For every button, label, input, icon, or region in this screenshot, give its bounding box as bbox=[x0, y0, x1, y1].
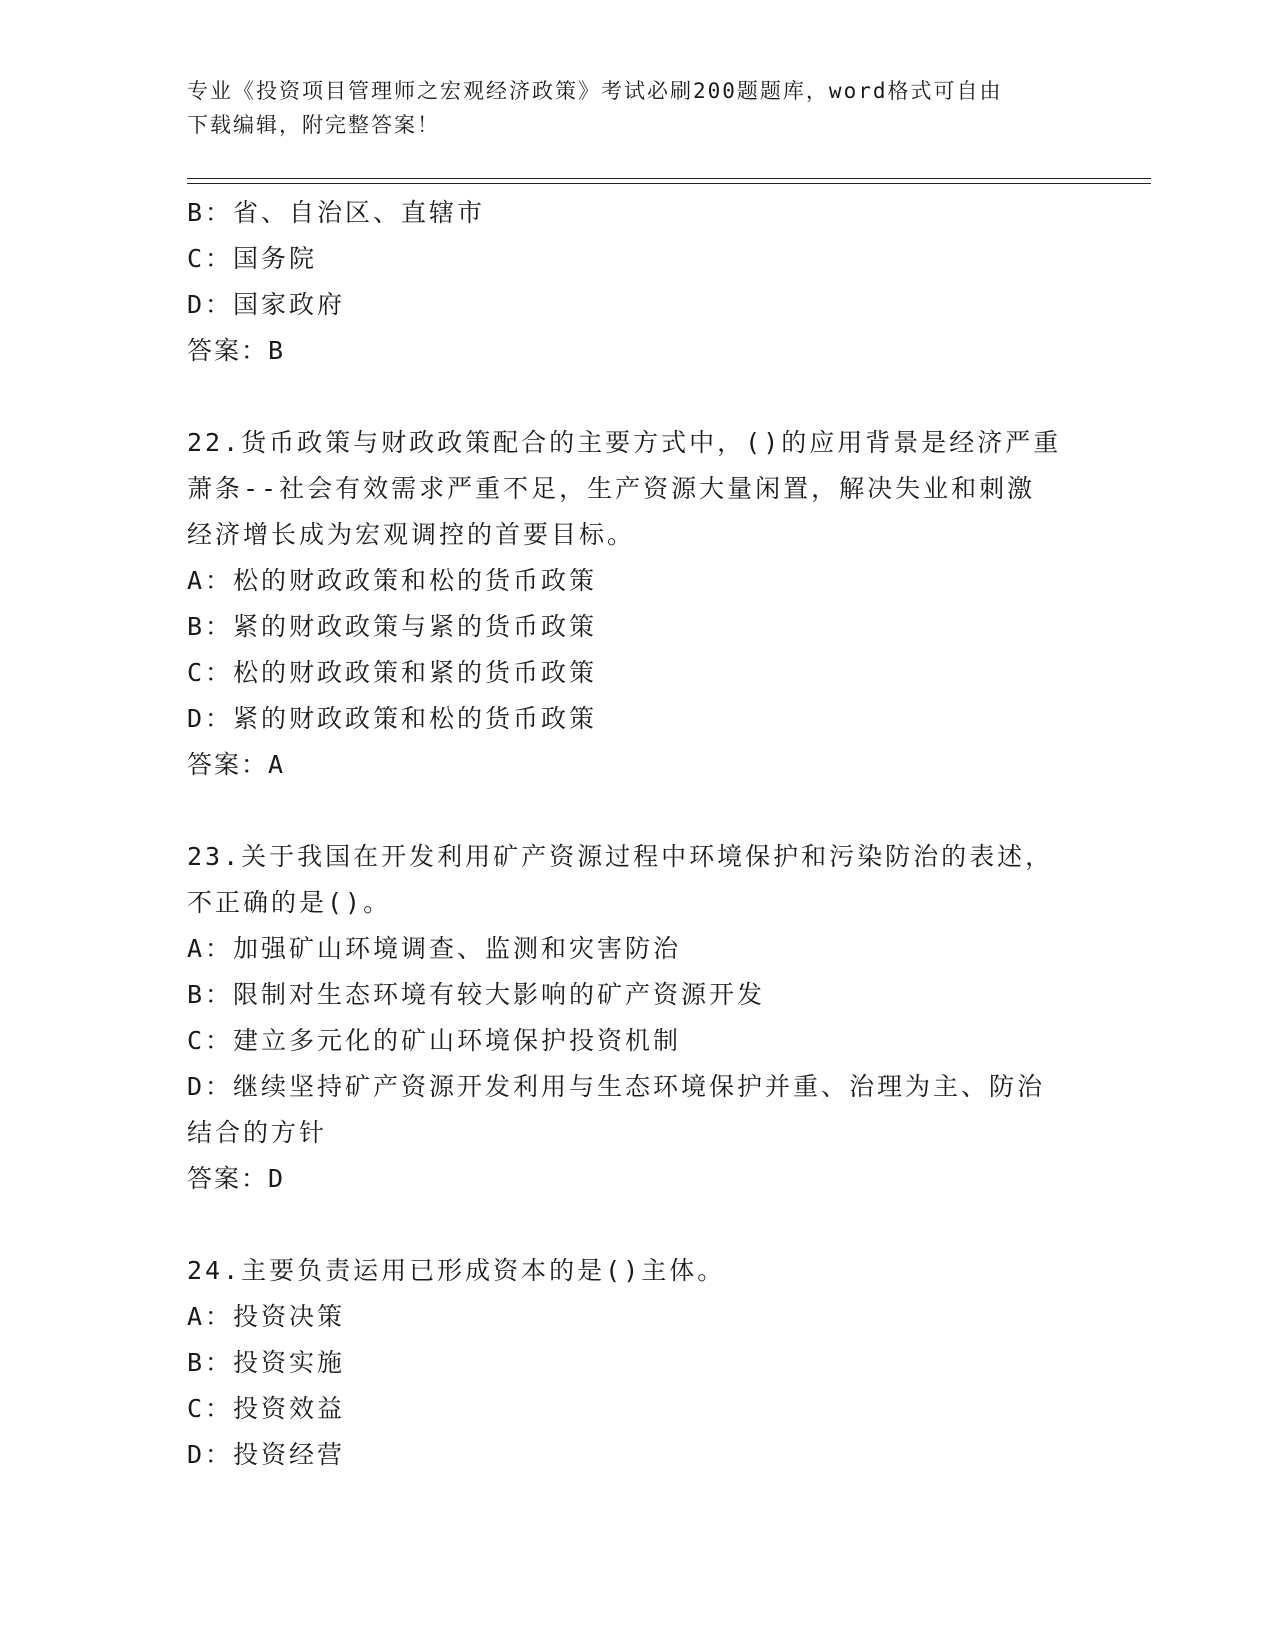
option-d: D：继续坚持矿产资源开发利用与生态环境保护并重、治理为主、防治 bbox=[187, 1072, 1046, 1101]
answer: 答案：D bbox=[187, 1164, 286, 1193]
option-d: D：投资经营 bbox=[187, 1440, 346, 1469]
question-21 bbox=[187, 190, 1087, 374]
spacer bbox=[187, 374, 1087, 420]
option-c: C：松的财政政策和紧的货币政策 bbox=[187, 658, 598, 687]
option-a: A：松的财政政策和松的货币政策 bbox=[187, 566, 598, 595]
spacer bbox=[187, 1202, 1087, 1248]
question-22 bbox=[187, 420, 1087, 788]
option-d-continued: 结合的方针 bbox=[187, 1118, 328, 1147]
document-header bbox=[187, 74, 1087, 142]
question-list bbox=[187, 190, 1087, 1478]
question-stem: 经济增长成为宏观调控的首要目标。 bbox=[187, 520, 636, 549]
header-line-1: 专业《投资项目管理师之宏观经济政策》考试必刷200题题库，word格式可自由 bbox=[187, 79, 1003, 103]
answer: 答案：A bbox=[187, 750, 286, 779]
option-d: D：紧的财政政策和松的货币政策 bbox=[187, 704, 598, 733]
question-stem: 22.货币政策与财政政策配合的主要方式中，()的应用背景是经济严重 bbox=[187, 428, 1062, 457]
question-stem: 不正确的是()。 bbox=[187, 888, 392, 917]
question-stem: 23.关于我国在开发利用矿产资源过程中环境保护和污染防治的表述， bbox=[187, 842, 1054, 871]
option-b: B：紧的财政政策与紧的货币政策 bbox=[187, 612, 598, 641]
option-b: B：投资实施 bbox=[187, 1348, 346, 1377]
header-divider-top bbox=[187, 178, 1151, 179]
question-23 bbox=[187, 834, 1087, 1202]
option-c: C：国务院 bbox=[187, 244, 318, 273]
option-c: C：建立多元化的矿山环境保护投资机制 bbox=[187, 1026, 682, 1055]
question-24 bbox=[187, 1248, 1087, 1478]
option-a: A：加强矿山环境调查、监测和灾害防治 bbox=[187, 934, 682, 963]
question-stem: 萧条--社会有效需求严重不足，生产资源大量闲置，解决失业和刺激 bbox=[187, 474, 1036, 503]
option-a: A：投资决策 bbox=[187, 1302, 346, 1331]
option-b: B：限制对生态环境有较大影响的矿产资源开发 bbox=[187, 980, 766, 1009]
header-divider-bottom bbox=[187, 183, 1151, 184]
option-b: B：省、自治区、直辖市 bbox=[187, 198, 486, 227]
option-c: C：投资效益 bbox=[187, 1394, 346, 1423]
spacer bbox=[187, 788, 1087, 834]
option-d: D：国家政府 bbox=[187, 290, 346, 319]
header-line-2: 下载编辑，附完整答案！ bbox=[187, 113, 440, 137]
answer: 答案：B bbox=[187, 336, 286, 365]
question-stem: 24.主要负责运用已形成资本的是()主体。 bbox=[187, 1256, 726, 1285]
